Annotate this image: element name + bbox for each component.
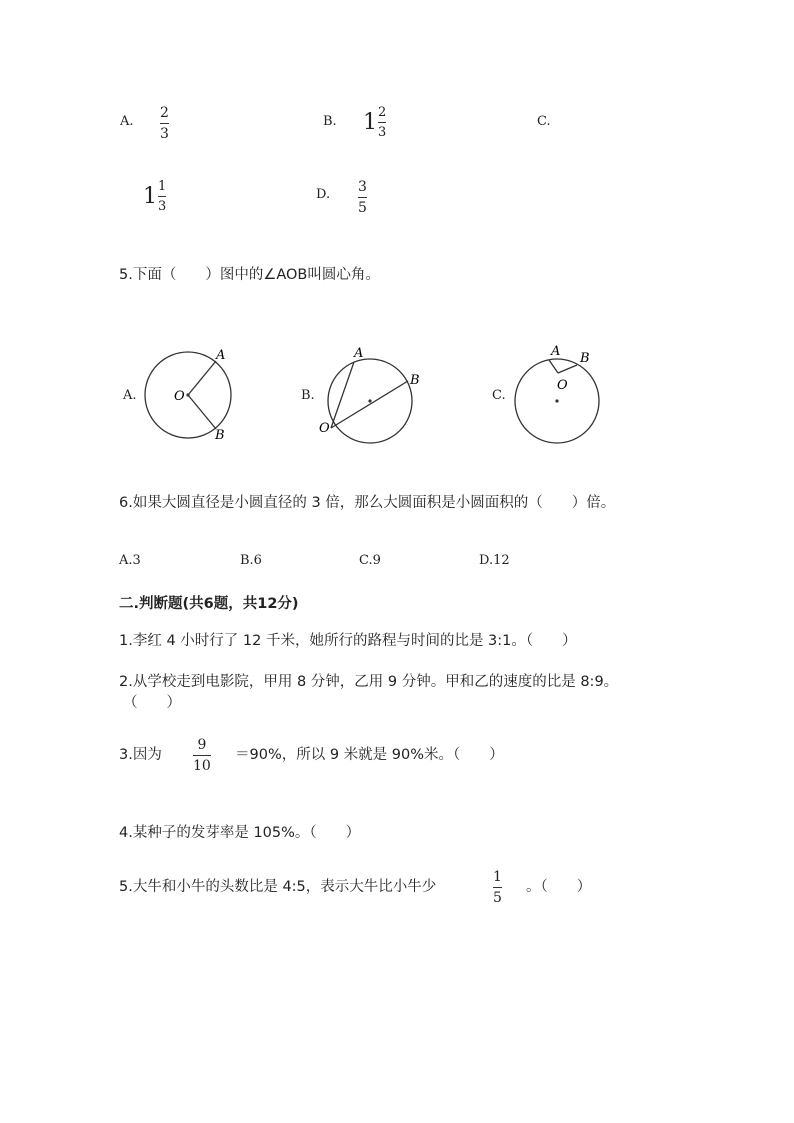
judgement-question-3-suffix: ＝90%，所以 9 米就是 90%米。（ ） [235, 747, 504, 763]
point-b-label: B [410, 373, 420, 388]
mixed-whole: 1 [143, 184, 157, 209]
figure-b-label: B. [301, 388, 315, 403]
judgement-question-3-prefix: 3.因为 [119, 747, 162, 763]
judgement-question-4: 4.某种子的发芽率是 105%。（ ） [119, 825, 361, 841]
point-a-label: A [216, 348, 226, 363]
q5-fraction [493, 870, 502, 905]
judgement-question-5-suffix: 。（ ） [526, 879, 592, 895]
option-b-mixed-number [363, 106, 386, 139]
circle-figure-a [135, 340, 245, 445]
option-a-fraction [160, 106, 169, 141]
q3-fraction [193, 738, 211, 773]
mixed-whole: 1 [363, 110, 377, 135]
option-c-mixed-number [143, 180, 166, 213]
fraction-denominator: 3 [158, 199, 167, 214]
fraction-denominator: 3 [160, 126, 169, 142]
judgement-question-2-line1: 2.从学校走到电影院，甲用 8 分钟，乙用 9 分钟。甲和乙的速度的比是 8:9。 [119, 674, 619, 690]
option-d-label: D. [316, 187, 331, 202]
option-b-label: B. [323, 114, 337, 129]
fraction-numerator: 3 [358, 179, 367, 195]
q6-option-a: A.3 [119, 553, 141, 568]
point-a-label: A [551, 344, 561, 359]
question-5-text: 5.下面（ ）图中的∠AOB叫圆心角。 [119, 267, 380, 283]
circle-figure-b [316, 340, 431, 445]
fraction-numerator: 1 [158, 179, 167, 194]
q6-option-c: C.9 [359, 553, 381, 568]
option-c-label: C. [537, 114, 551, 129]
fraction-denominator: 5 [358, 200, 367, 216]
q6-option-d: D.12 [479, 553, 510, 568]
fraction-denominator: 5 [493, 890, 502, 906]
point-o-label: O [557, 378, 568, 393]
point-a-label: A [354, 346, 364, 361]
figure-a-label: A. [123, 388, 137, 403]
fraction-numerator: 1 [493, 869, 502, 885]
point-b-label: B [215, 428, 225, 443]
point-b-label: B [580, 351, 590, 366]
circle-figure-c [505, 340, 615, 445]
point-o-label: O [174, 389, 185, 404]
judgement-question-5-prefix: 5.大牛和小牛的头数比是 4:5，表示大牛比小牛少 [119, 879, 437, 895]
option-a-label: A. [120, 114, 134, 129]
figure-c-label: C. [492, 388, 506, 403]
option-d-fraction [358, 180, 367, 215]
fraction-numerator: 9 [197, 737, 207, 753]
question-6-text: 6.如果大圆直径是小圆直径的 3 倍，那么大圆面积是小圆面积的（ ）倍。 [119, 495, 616, 511]
fraction-numerator: 2 [378, 105, 387, 120]
q6-option-b: B.6 [240, 553, 262, 568]
judgement-question-1: 1.李红 4 小时行了 12 千米，她所行的路程与时间的比是 3:1。（ ） [119, 633, 577, 649]
section-heading: 二.判断题(共6题，共12分) [119, 596, 299, 612]
fraction-denominator: 10 [193, 758, 211, 774]
fraction-denominator: 3 [378, 125, 387, 140]
judgement-question-2-line2: （ ） [123, 695, 181, 711]
point-o-label: O [319, 421, 330, 436]
fraction-numerator: 2 [160, 105, 169, 121]
